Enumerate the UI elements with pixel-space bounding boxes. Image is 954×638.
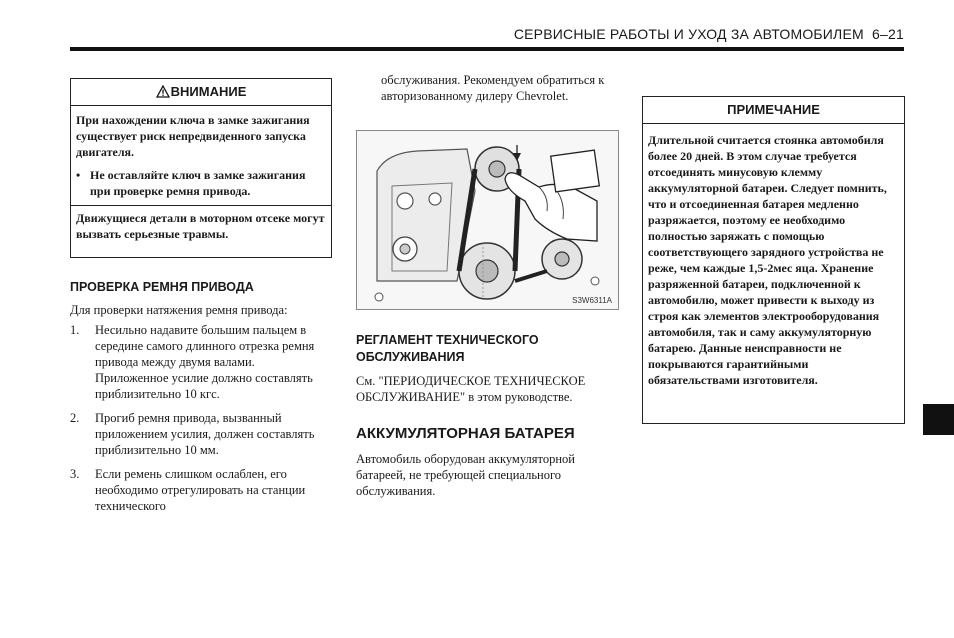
page-number: 6–21: [872, 26, 904, 42]
engine-belt-illustration: [357, 131, 618, 309]
warning-footer: Движущиеся детали в моторном отсеке могут вызвать серьезные травмы.: [76, 211, 325, 241]
belt-check-intro: Для проверки натяжения ремня привода:: [70, 303, 288, 317]
list-item: [70, 322, 330, 402]
page-header: [514, 26, 904, 42]
step-text: Если ремень слишком ослаблен, его необходимо отрегулировать на станции технического: [95, 467, 306, 513]
battery-heading: АККУМУЛЯТОРНАЯ БАТАРЕЯ: [356, 425, 575, 442]
warning-intro: При нахождении ключа в замке зажигания существует риск непредвиденного запуска двигателя.: [76, 113, 310, 159]
step-text: Несильно надавите большим пальцем в середине самого длинного отрезка ремня привода между двумя валами. Приложенное усилие должно составлять приблизительно 10 кгс.: [95, 323, 315, 401]
header-title: СЕРВИСНЫЕ РАБОТЫ И УХОД ЗА АВТОМОБИЛЕМ: [513, 26, 864, 42]
warning-box: [70, 78, 332, 258]
step-text: Прогиб ремня привода, вызванный приложением усилия, должен составлять приблизительно 10 мм.: [95, 411, 315, 457]
warning-title: ВНИМАНИЕ: [170, 84, 247, 99]
warning-divider: [71, 205, 331, 206]
maintenance-text: См. "ПЕРИОДИЧЕСКОЕ ТЕХНИЧЕСКОЕ ОБСЛУЖИВАНИЕ" в этом руководстве.: [356, 374, 586, 404]
chapter-tab-marker: [923, 404, 954, 435]
battery-text: Автомобиль оборудован аккумуляторной батареей, не требующей специального обслуживания.: [356, 452, 575, 498]
note-text: Длительной считается стоянка автомобиля более 20 дней. В этом случае требуется отсоединять минусовую клемму аккумуляторной батареи. Следует помнить, что и отсоединенная батарея медленно разряжается, поэтому ее необходимо полностью заряжать с помощью соответствующего зарядного устройства не реже, чем каждые 1,5-2мес яца. Хранение разряженной батареи, подключенной к автомобилю, может привести к выходу из строя как элементов электрооборудования автомобиля, так и саму аккумуляторную батарею. Данные неисправности не покрываются гарантийными обязательствами изготовителя.: [648, 133, 887, 387]
note-title: ПРИМЕЧАНИЕ: [643, 97, 904, 124]
header-rule: [70, 47, 904, 51]
warning-triangle-icon: [156, 85, 170, 98]
step-number: 3.: [70, 467, 80, 481]
bullet-icon: •: [76, 168, 81, 182]
maintenance-heading: РЕГЛАМЕНТ ТЕХНИЧЕСКОГО ОБСЛУЖИВАНИЯ: [356, 333, 539, 364]
step-number: 2.: [70, 411, 80, 425]
warning-body: [71, 106, 331, 242]
note-box: [642, 96, 905, 424]
warning-title-bar: [71, 79, 331, 106]
belt-check-steps: [70, 322, 330, 522]
continuation-text: обслуживания. Рекомендуем обратиться к авторизованному дилеру Chevrolet.: [381, 73, 605, 103]
list-item: [70, 466, 330, 514]
step-number: 1.: [70, 323, 80, 337]
list-item: [70, 410, 330, 458]
belt-check-heading: ПРОВЕРКА РЕМНЯ ПРИВОДА: [70, 280, 254, 294]
figure-code: S3W6311A: [572, 296, 612, 305]
belt-check-figure: [356, 130, 619, 310]
warning-bullet-text: Не оставляйте ключ в замке зажигания при проверке ремня привода.: [90, 168, 306, 198]
warning-bullet: [76, 167, 326, 199]
